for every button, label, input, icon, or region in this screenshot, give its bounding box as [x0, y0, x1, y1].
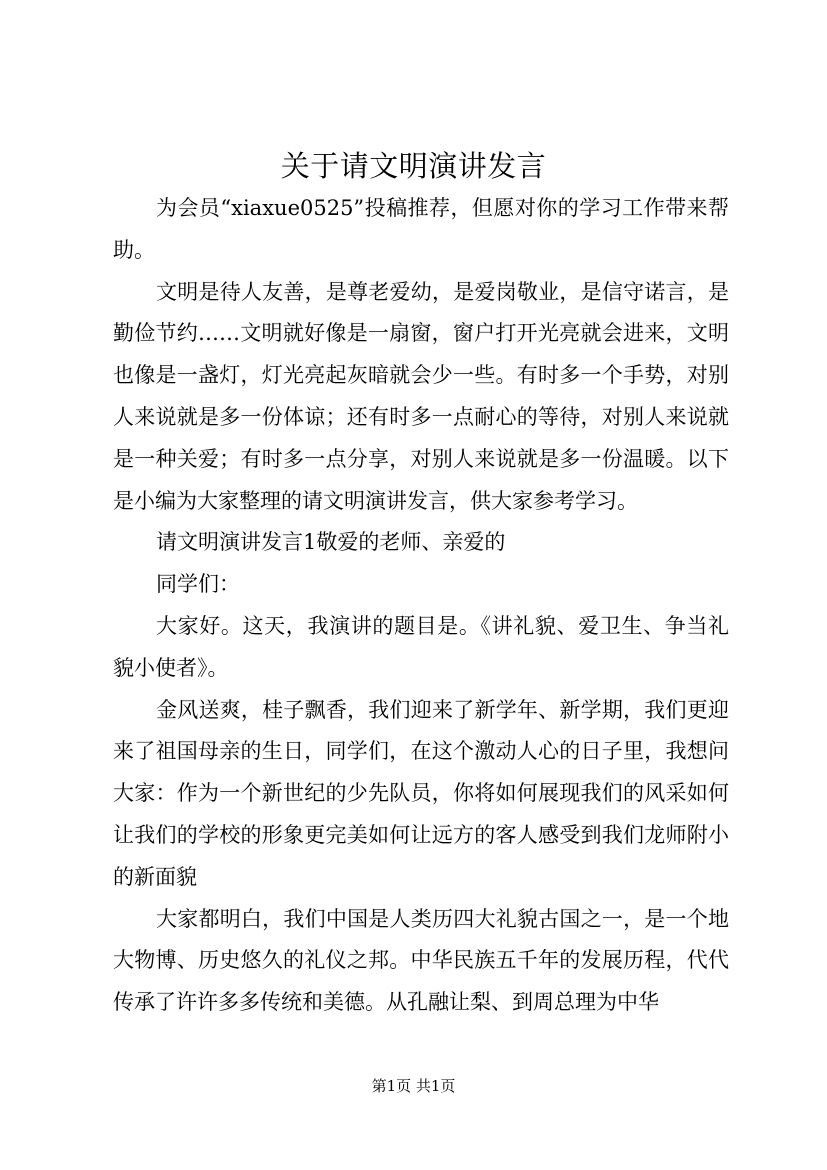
page-footer: 第1页 共1页 — [371, 1077, 456, 1095]
paragraph-speech-heading: 请文明演讲发言1敬爱的老师、亲爱的 — [156, 530, 506, 555]
document-body — [113, 188, 729, 1024]
paragraph-autumn: 金风送爽，桂子飘香，我们迎来了新学年、新学期，我们更迎来了祖国母亲的生日，同学们，在这个激动人心的日子里，我想问大家：作为一个新世纪的少先队员，你将如何展现我们的风采如何让我们的学校的形象更完美如何让远方的客人感受到我们龙师附小的新面貌 — [113, 697, 729, 889]
document-title: 关于请文明演讲发言 — [280, 149, 547, 183]
paragraph-intro: 为会员“xiaxue0525”投稿推荐，但愿对你的学习工作带来帮助。 — [113, 196, 729, 262]
paragraph-civility: 文明是待人友善，是尊老爱幼，是爱岗敬业，是信守诺言，是勤俭节约……文明就好像是一扇窗，窗户打开光亮就会进来，文明也像是一盏灯，灯光亮起灰暗就会少一些。有时多一个手势，对别人来说就是多一份体谅；还有时多一点耐心的等待，对别人来说就是一种关爱；有时多一点分享，对别人来说就是多一份温暖。以下是小编为大家整理的请文明演讲发言，供大家参考学习。 — [113, 279, 729, 513]
paragraph-greeting: 大家好。这天，我演讲的题目是。《讲礼貌、爱卫生、争当礼貌小使者》。 — [113, 613, 729, 680]
paragraph-salutation: 同学们： — [156, 572, 240, 597]
paragraph-heritage: 大家都明白，我们中国是人类历四大礼貌古国之一，是一个地大物博、历史悠久的礼仪之邦。中华民族五千年的发展历程，代代传承了许许多多传统和美德。从孔融让梨、到周总理为中华 — [113, 906, 729, 1015]
